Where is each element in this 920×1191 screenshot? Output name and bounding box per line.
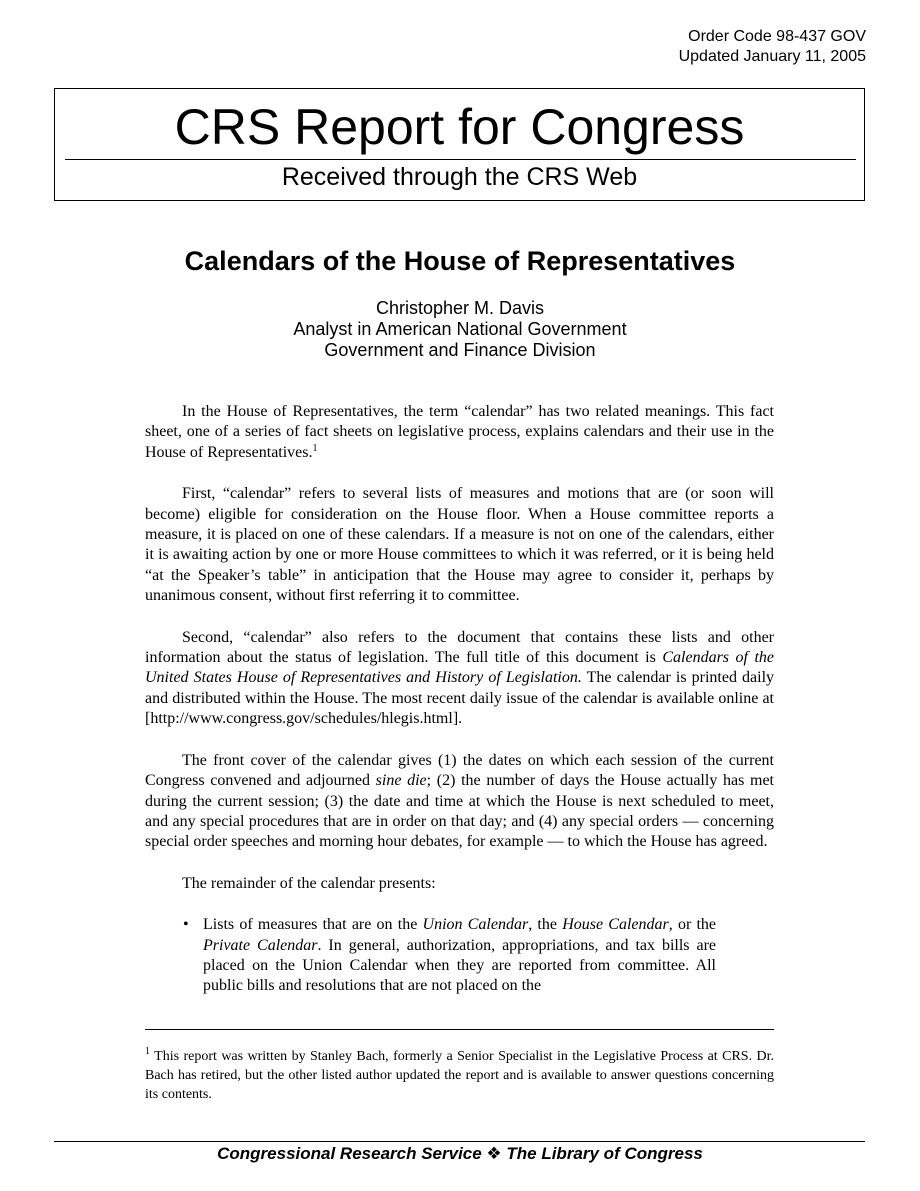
report-title: CRS Report for Congress <box>174 99 745 155</box>
italic-term: Union Calendar <box>422 916 529 934</box>
order-code: Order Code 98-437 GOV <box>688 28 866 45</box>
list-item <box>183 915 717 997</box>
text-run: The calendar is printed daily and distributed within the House. The most recent daily issue of the calendar is available online at [http://www.congress.gov/schedules/hlegis.html]. <box>145 669 775 728</box>
footnote-reference[interactable]: 1 <box>312 442 318 454</box>
text-run: . In general, authorization, appropriations, and tax bills are placed on the Union Calendar when they are reported from committee. All public bills and resolutions that are not placed on the <box>203 936 716 995</box>
document-full-title: Calendars of the United States House of Representatives and History of Legislation. <box>145 649 774 687</box>
italic-term: House Calendar <box>562 916 669 934</box>
report-header-box <box>54 88 865 201</box>
author-name: Christopher M. Davis <box>375 298 545 318</box>
document-title: Calendars of the House of Representatives <box>184 246 736 276</box>
footnote-text: This report was written by Stanley Bach, formerly a Senior Specialist in the Legislative Process at CRS. Dr. Bach has retired, but the other listed author updated the report and is available to answer questions concerning its contents. <box>145 1049 774 1102</box>
paragraph-front-cover <box>145 751 774 853</box>
paragraph-second-meaning <box>145 628 774 730</box>
updated-date: Updated January 11, 2005 <box>678 48 866 65</box>
paragraph-first-meaning: First, “calendar” refers to several lists of measures and motions that are (or soon will become) eligible for consideration on the House floor. When a House committee reports a measure, it is placed on one of these calendars. If a measure is not on one of the calendars, either it is awaiting action by one or more House committees to which it was referred, or it is being held “at the Speaker’s table” in anticipation that the House may agree to consider it, perhaps by unanimous consent, without first referring it to committee. <box>145 485 774 605</box>
footnote-divider <box>145 1029 774 1030</box>
author-position: Analyst in American National Government <box>293 319 627 339</box>
text-run: Lists of measures that are on the <box>203 916 423 934</box>
text-run: Second, “calendar” also refers to the document that contains these lists and other information about the status of legislation. The full title of this document is <box>145 628 774 667</box>
body-text <box>145 402 774 997</box>
bullet-list <box>145 915 774 997</box>
text-run: The front cover of the calendar gives (1) the dates on which each session of the current Congress convened and adjourned <box>145 751 774 790</box>
italic-term: sine die <box>375 772 427 790</box>
author-block <box>0 298 920 361</box>
footer-text: Congressional Research Service ❖ The Library of Congress <box>217 1144 703 1163</box>
paragraph-intro <box>145 402 774 463</box>
header-divider <box>65 159 856 160</box>
report-subtitle: Received through the CRS Web <box>281 163 638 191</box>
bullet-marker: • <box>183 916 189 934</box>
footnote-number: 1 <box>145 1046 150 1057</box>
paragraph-intro-text: In the House of Representatives, the term “calendar” has two related meanings. This fact sheet, one of a series of fact sheets on legislative process, explains calendars and their use in the House of Representatives. <box>145 403 774 461</box>
footnote <box>145 1047 774 1104</box>
italic-term: Private Calendar <box>203 936 318 954</box>
order-info <box>679 27 866 67</box>
paragraph-remainder: The remainder of the calendar presents: <box>182 874 436 892</box>
text-run: , the <box>528 916 563 934</box>
text-run: , or the <box>668 916 717 934</box>
author-division: Government and Finance Division <box>324 340 596 360</box>
text-run: ; (2) the number of days the House actually has met during the current session; (3) the date and time at which the House is next scheduled to meet, and any special procedures that are in order on that day; and (4) any special orders — concerning special order speeches and morning hour debates, for example — to which the House has agreed. <box>145 772 774 851</box>
footer-divider <box>54 1141 865 1142</box>
